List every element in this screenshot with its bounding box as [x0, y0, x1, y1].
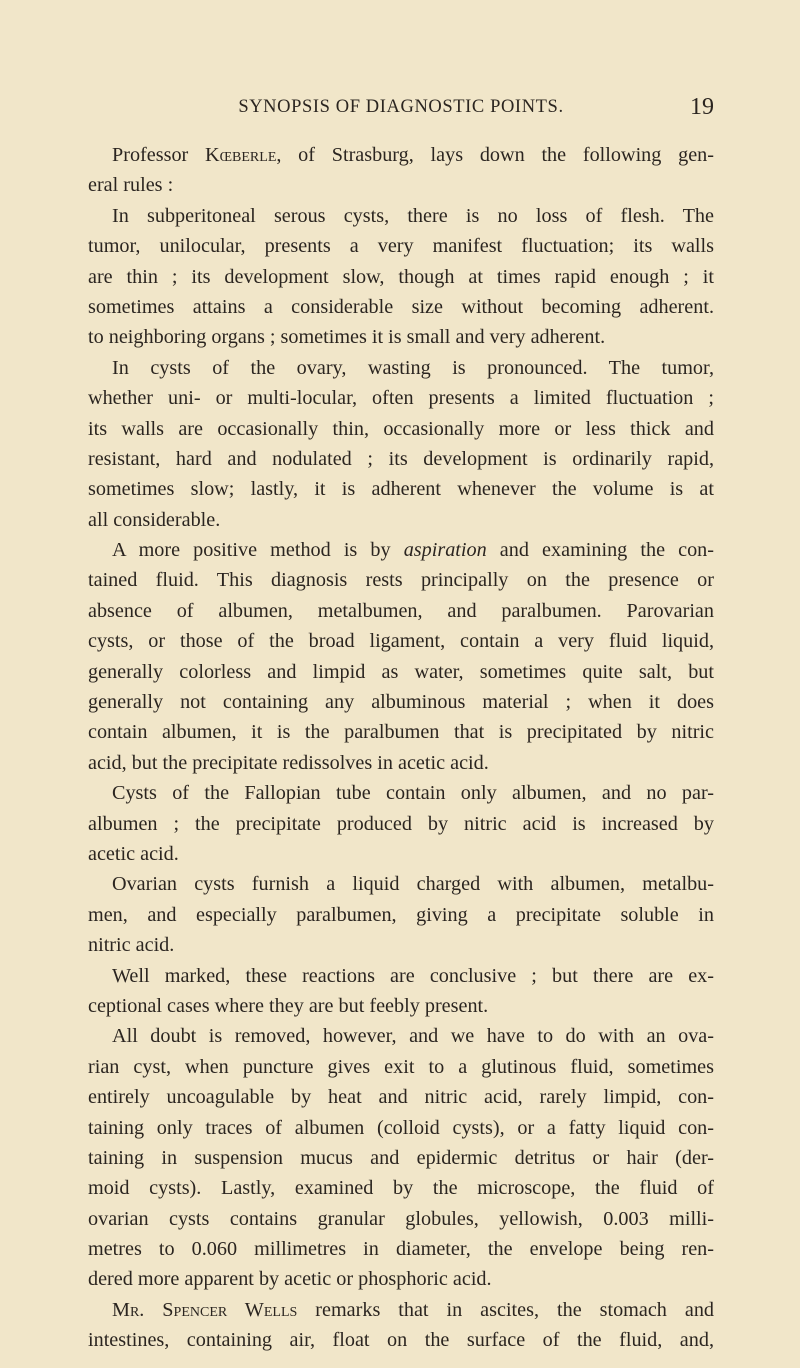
text-line: Professor Kœberle, of Strasburg, lays down the following gen- — [112, 144, 714, 166]
text-line: sometimes slow; lastly, it is adherent whenever the volume is at — [88, 478, 714, 501]
text-line: acid, but the precipitate redissolves in acetic acid. — [88, 751, 489, 774]
text-line: generally not containing any albuminous material ; when it does — [88, 691, 714, 714]
text-line: dered more apparent by acetic or phosphoric acid. — [88, 1268, 492, 1291]
body-text — [88, 140, 714, 1356]
text-line: acetic acid. — [88, 842, 179, 865]
text-line: In cysts of the ovary, wasting is pronounced. The tumor, — [112, 356, 714, 379]
text-line: its walls are occasionally thin, occasionally more or less thick and — [88, 417, 714, 440]
text-line: A more positive method is by aspiration and examining the con- — [112, 539, 714, 562]
text-line: tained fluid. This diagnosis rests principally on the presence or — [88, 569, 714, 592]
text-line: absence of albumen, metalbumen, and paralbumen. Parovarian — [88, 599, 714, 622]
text-line: contain albumen, it is the paralbumen that is precipitated by nitric — [88, 721, 714, 744]
text-line: sometimes attains a considerable size without becoming adherent. — [88, 295, 714, 318]
text-line: albumen ; the precipitate produced by nitric acid is increased by — [88, 812, 714, 835]
text-line: taining in suspension mucus and epidermic detritus or hair (der- — [88, 1146, 714, 1169]
text-line: nitric acid. — [88, 934, 175, 957]
text-line: ovarian cysts contains granular globules, yellowish, 0.003 milli- — [88, 1207, 714, 1230]
text-line: entirely uncoagulable by heat and nitric acid, rarely limpid, con- — [88, 1086, 714, 1109]
text-line: men, and especially paralbumen, giving a precipitate soluble in — [88, 903, 714, 926]
running-title: SYNOPSIS OF DIAGNOSTIC POINTS. — [238, 97, 564, 117]
text-line: All doubt is removed, however, and we have to do with an ova- — [112, 1025, 714, 1048]
text-line: to neighboring organs ; sometimes it is small and very adherent. — [88, 326, 606, 349]
text-line: cysts, or those of the broad ligament, contain a very fluid liquid, — [88, 630, 714, 653]
text-line: In subperitoneal serous cysts, there is no loss of flesh. The — [112, 204, 714, 227]
text-line: resistant, hard and nodulated ; its development is ordinarily rapid, — [88, 447, 714, 470]
text-line: tumor, unilocular, presents a very manifest fluctuation; its walls — [88, 235, 714, 258]
page-number: 19 — [690, 94, 714, 120]
text-line: taining only traces of albumen (colloid cysts), or a fatty liquid con- — [88, 1116, 714, 1139]
text-line: Cysts of the Fallopian tube contain only albumen, and no par- — [112, 782, 714, 805]
text-line: are thin ; its development slow, though at times rapid enough ; it — [88, 265, 714, 288]
text-line: all considerable. — [88, 508, 221, 531]
text-line: intestines, containing air, float on the surface of the fluid, and, — [88, 1329, 714, 1352]
running-head — [88, 92, 714, 122]
text-line: whether uni- or multi-locular, often presents a limited fluctuation ; — [88, 387, 714, 410]
text-line: ceptional cases where they are but feebly present. — [88, 994, 489, 1017]
text-line: moid cysts). Lastly, examined by the microscope, the fluid of — [88, 1177, 714, 1200]
text-line: rian cyst, when puncture gives exit to a glutinous fluid, sometimes — [88, 1055, 714, 1078]
text-line: Well marked, these reactions are conclusive ; but there are ex- — [112, 964, 714, 987]
text-line: Mr. Spencer Wells remarks that in ascites, the stomach and — [112, 1298, 715, 1321]
text-line: eral rules : — [88, 174, 174, 197]
text-line: metres to 0.060 millimetres in diameter, the envelope being ren- — [88, 1238, 714, 1261]
text-line: generally colorless and limpid as water, sometimes quite salt, but — [88, 660, 714, 683]
text-line: Ovarian cysts furnish a liquid charged with albumen, metalbu- — [112, 873, 714, 896]
